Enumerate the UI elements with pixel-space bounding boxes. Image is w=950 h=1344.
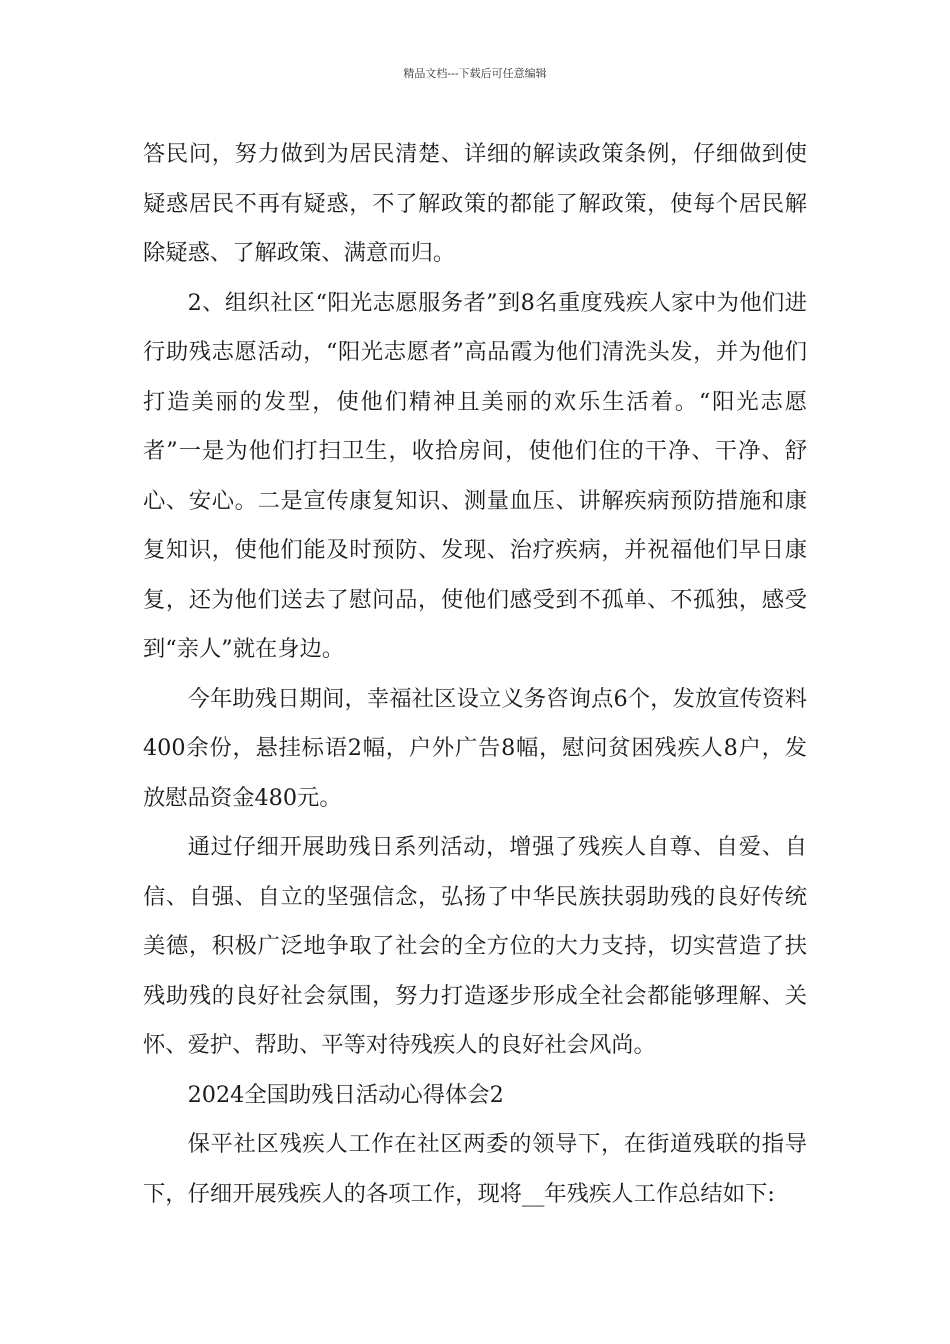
paragraph-intro: 保平社区残疾人工作在社区两委的领导下，在街道残联的指导下，仔细开展残疾人的各项工作，现将__年残疾人工作总结如下:	[143, 1131, 807, 1207]
paragraph-continuation: 答民问，努力做到为居民清楚、详细的解读政策条例，仔细做到使疑惑居民不再有疑惑，不了解政策的都能了解政策，使每个居民解除疑惑、了解政策、满意而归。	[143, 141, 807, 266]
paragraph-volunteer-activity: 2、组织社区“阳光志愿服务者”到8名重度残疾人家中为他们进行助残志愿活动，“阳光志愿者”高品霞为他们清洗头发，并为他们打造美丽的发型，使他们精神且美丽的欢乐生活着。“阳光志愿者”一是为他们打扫卫生，收拾房间，使他们住的干净、干净、舒心、安心。二是宣传康复知识、测量血压、讲解疾病预防措施和康复知识，使他们能及时预防、发现、治疗疾病，并祝福他们早日康复，还为他们送去了慰问品，使他们感受到不孤单、不孤独，感受到“亲人”就在身边。	[143, 289, 807, 662]
document-body	[143, 130, 807, 1219]
paragraph-statistics: 今年助残日期间，幸福社区设立义务咨询点6个，发放宣传资料400余份，悬挂标语2幅，户外广告8幅，慰问贫困残疾人8户，发放慰品资金480元。	[143, 685, 807, 811]
section-heading: 2024全国助残日活动心得体会2	[187, 1081, 504, 1108]
page-header: 精品文档---下载后可任意编辑	[403, 67, 547, 80]
paragraph-summary: 通过仔细开展助残日系列活动，增强了残疾人自尊、自爱、自信、自强、自立的坚强信念，弘扬了中华民族扶弱助残的良好传统美德，积极广泛地争取了社会的全方位的大力支持，切实营造了扶残助残的良好社会氛围，努力打造逐步形成全社会都能够理解、关怀、爱护、帮助、平等对待残疾人的良好社会风尚。	[143, 834, 807, 1058]
